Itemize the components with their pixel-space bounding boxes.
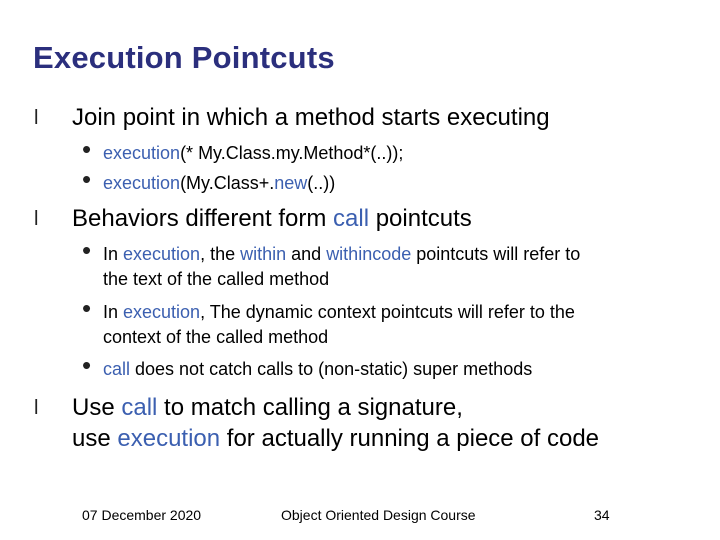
footer-date: 07 December 2020 bbox=[82, 507, 202, 523]
keyword-within: within bbox=[240, 244, 287, 264]
text: does not catch calls to (non-static) super methods bbox=[130, 359, 533, 379]
bullet-2-pre: Behaviors different form bbox=[72, 205, 334, 232]
sub-bullet-icon: • bbox=[82, 164, 92, 194]
sub-bullet-2-3 bbox=[82, 350, 533, 384]
keyword-execution: execution bbox=[123, 244, 201, 264]
code-text: (* My.Class.my.Method*(..)); bbox=[180, 143, 404, 163]
text: pointcuts will refer to bbox=[411, 244, 581, 264]
bullet-icon: l bbox=[34, 107, 39, 129]
keyword-execution: execution bbox=[117, 425, 221, 452]
keyword-execution: execution bbox=[103, 143, 181, 163]
footer-page-number: 34 bbox=[594, 507, 610, 523]
text: and bbox=[286, 244, 327, 264]
bullet-icon: l bbox=[34, 397, 39, 419]
sub-bullet-2-2-cont: context of the called method bbox=[103, 327, 329, 347]
bullet-1-text: Join point in which a method starts executing bbox=[72, 104, 550, 131]
footer-course: Object Oriented Design Course bbox=[281, 507, 476, 523]
bullet-3 bbox=[34, 393, 463, 422]
bullet-1 bbox=[34, 103, 550, 132]
bullet-icon: l bbox=[34, 208, 39, 230]
text: , The dynamic context pointcuts will refer to the bbox=[200, 302, 575, 322]
keyword-withincode: withincode bbox=[326, 244, 412, 264]
sub-bullet-icon: • bbox=[82, 350, 92, 380]
sub-bullet-2-1-cont: the text of the called method bbox=[103, 269, 330, 289]
bullet-2-post: pointcuts bbox=[369, 205, 472, 232]
text: Use bbox=[72, 394, 122, 421]
bullet-3-line-2 bbox=[72, 424, 599, 453]
text: In bbox=[103, 302, 124, 322]
code-text: (..)) bbox=[307, 173, 336, 193]
keyword-new: new bbox=[274, 173, 308, 193]
text: for actually running a piece of code bbox=[220, 425, 600, 452]
keyword-call: call bbox=[103, 359, 131, 379]
text: use bbox=[72, 425, 118, 452]
sub-bullet-icon: • bbox=[82, 134, 92, 164]
text: to match calling a signature, bbox=[157, 394, 463, 421]
bullet-2 bbox=[34, 204, 472, 233]
sub-bullet-1-2 bbox=[82, 164, 336, 198]
keyword-call: call bbox=[333, 205, 370, 232]
code-text: (My.Class+. bbox=[180, 173, 275, 193]
sub-bullet-1-1 bbox=[82, 134, 404, 168]
text: , the bbox=[200, 244, 241, 264]
sub-bullet-icon: • bbox=[82, 235, 92, 265]
sub-bullet-icon: • bbox=[82, 293, 92, 323]
slide-title: Execution Pointcuts bbox=[33, 40, 335, 75]
keyword-execution: execution bbox=[103, 173, 181, 193]
keyword-execution: execution bbox=[123, 302, 201, 322]
keyword-call: call bbox=[121, 394, 158, 421]
text: In bbox=[103, 244, 124, 264]
